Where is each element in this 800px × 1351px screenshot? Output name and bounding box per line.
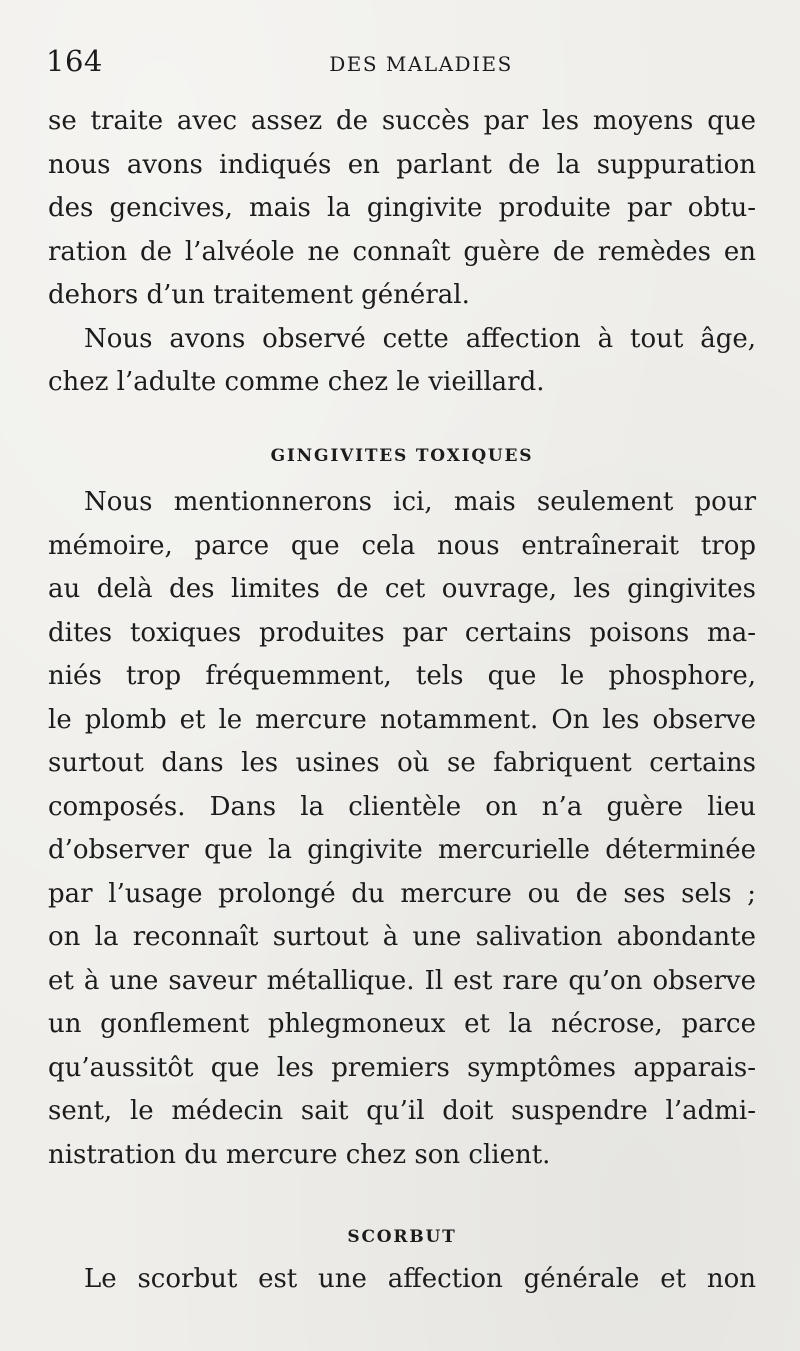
text-line: dehors d’un traitement général. — [48, 280, 470, 310]
text-line: chez l’adulte comme chez le vieillard. — [48, 367, 545, 397]
text-line: niés trop fréquemment, tels que le phosphore, — [48, 661, 756, 691]
paragraph-block-1 — [48, 100, 756, 405]
running-head: DES MALADIES — [329, 52, 513, 76]
text-line: sent, le médecin sait qu’il doit suspendre l’admi- — [48, 1096, 756, 1126]
text-line: au delà des limites de cet ouvrage, les gingivites — [48, 574, 756, 604]
page-number: 164 — [46, 44, 103, 78]
text-line: Le scorbut est une affection générale et non — [84, 1264, 756, 1294]
text-line: nous avons indiqués en parlant de la suppuration — [48, 149, 756, 180]
paragraph-block-3 — [48, 1258, 756, 1302]
text-line: des gencives, mais la gingivite produite par obtu- — [48, 193, 756, 223]
text-line: Nous avons observé cette affection à tout âge, — [84, 323, 756, 354]
section-heading-scorbut: SCORBUT — [347, 1227, 457, 1247]
text-line: Nous mentionnerons ici, mais seulement pour — [84, 487, 756, 517]
text-line: ration de l’alvéole ne connaît guère de remèdes en — [48, 236, 756, 267]
text-line: d’observer que la gingivite mercurielle déterminée — [48, 835, 756, 865]
paragraph-block-2 — [48, 481, 756, 1177]
text-line: nistration du mercure chez son client. — [48, 1139, 551, 1170]
text-line: surtout dans les usines où se fabriquent certains — [48, 748, 756, 778]
text-line: et à une saveur métallique. Il est rare qu’on observe — [48, 965, 756, 996]
page-header — [46, 44, 756, 88]
text-line: un gonflement phlegmoneux et la nécrose, parce — [48, 1009, 756, 1039]
section-heading-gingivites-toxiques: GINGIVITES TOXIQUES — [270, 446, 534, 466]
text-line: se traite avec assez de succès par les moyens que — [48, 106, 756, 136]
text-line: dites toxiques produites par certains poisons ma- — [48, 617, 756, 648]
text-line: par l’usage prolongé du mercure ou de ses sels ; — [48, 878, 756, 909]
text-line: mémoire, parce que cela nous entraînerait trop — [48, 530, 756, 561]
text-line: qu’aussitôt que les premiers symptômes apparais- — [48, 1052, 756, 1083]
text-line: on la reconnaît surtout à une salivation abondante — [48, 922, 756, 952]
text-line: le plomb et le mercure notamment. On les observe — [48, 704, 756, 735]
text-line: composés. Dans la clientèle on n’a guère lieu — [48, 791, 756, 822]
